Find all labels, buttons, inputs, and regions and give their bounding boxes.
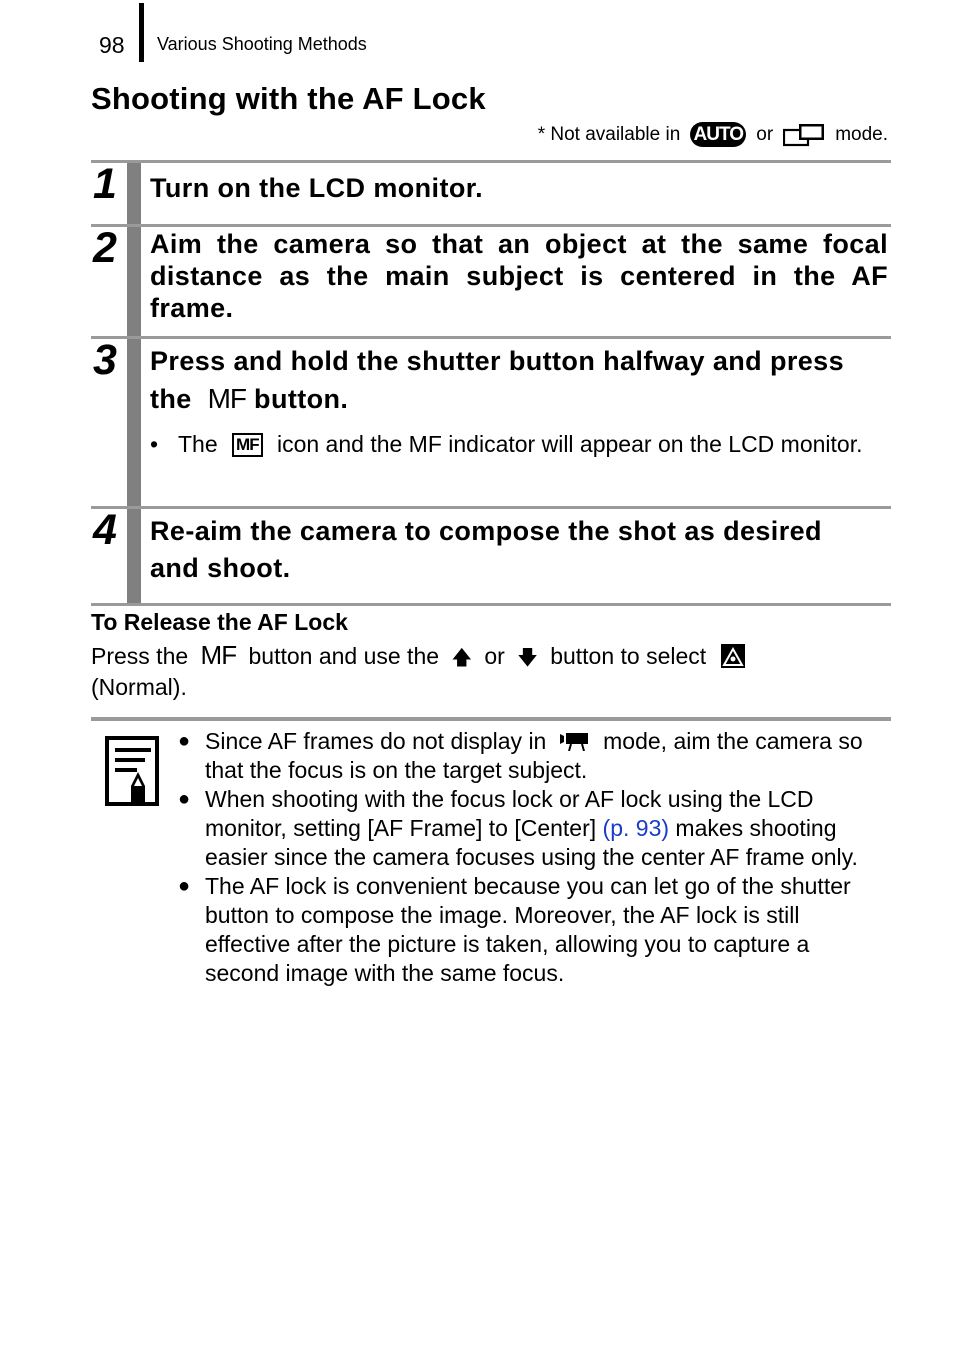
release-heading: To Release the AF Lock — [91, 609, 348, 635]
stitch-assist-icon — [783, 123, 825, 147]
release-text-2: button and use the — [248, 643, 440, 669]
step-3-text — [150, 343, 888, 418]
down-arrow-icon: 🡇 — [517, 647, 538, 669]
note-2-before: When shooting with the focus lock or AF lock using the LCD monitor, setting [AF Frame] to [Center] — [205, 786, 814, 841]
page-title: Shooting with the AF Lock — [91, 81, 486, 116]
list-item — [178, 727, 888, 785]
header-divider — [139, 3, 144, 62]
release-text-4: (Normal). — [91, 674, 187, 700]
release-text-3: button to select — [550, 643, 707, 669]
section-title: Various Shooting Methods — [157, 34, 367, 54]
movie-icon — [559, 729, 591, 749]
note-2-after: makes shooting easier since the camera focuses using the center AF frame only. — [205, 815, 858, 870]
step-3-note-after: icon and the MF indicator will appear on the LCD monitor. — [276, 431, 863, 457]
list-item — [178, 872, 888, 988]
step-divider — [91, 160, 891, 163]
bullet: • — [150, 431, 159, 457]
list-item — [178, 785, 888, 872]
note-3-text: The AF lock is convenient because you can let go of the shutter button to compose the image. Moreover, the AF lock is still effective after the picture is taken, allowing you to capture a second image with the same focus. — [205, 873, 851, 986]
step-divider — [91, 224, 891, 227]
step-2-text: Aim the camera so that an object at the same focal distance as the main subject is centered in the AF frame. — [150, 229, 888, 323]
step-3-text-before: Press and hold the shutter button halfway and press the — [150, 346, 845, 414]
step-bar — [127, 163, 141, 224]
step-3-text-after: button. — [254, 384, 349, 414]
bullet: ● — [178, 875, 191, 897]
step-bar — [127, 227, 141, 336]
step-number-4: 4 — [93, 506, 117, 554]
mf-indicator-icon: MF — [232, 433, 263, 457]
availability-or: or — [756, 123, 774, 145]
release-text-1: Press the — [91, 643, 189, 669]
normal-focus-icon — [721, 644, 745, 668]
availability-suffix: mode. — [835, 123, 888, 145]
step-3-note — [150, 430, 870, 458]
release-or: or — [484, 643, 505, 669]
bullet: ● — [178, 788, 191, 810]
page-number: 98 — [99, 32, 125, 58]
step-1-text: Turn on the LCD monitor. — [150, 173, 484, 203]
steps-bottom-divider — [91, 603, 891, 606]
auto-mode-icon: AUTO — [690, 122, 746, 147]
step-4-text: Re-aim the camera to compose the shot as desired and shoot. — [150, 516, 822, 583]
step-3-note-before: The — [178, 431, 218, 457]
mf-icon: MF — [200, 640, 237, 670]
note-1-before: Since AF frames do not display in — [205, 728, 547, 754]
bullet: ● — [178, 730, 191, 752]
page-link[interactable]: (p. 93) — [602, 815, 670, 841]
step-divider — [91, 506, 891, 509]
availability-prefix: * Not available in — [537, 123, 681, 145]
availability-note — [538, 122, 888, 147]
notes-divider — [91, 717, 891, 721]
memo-icon — [105, 736, 161, 808]
step-number-3: 3 — [93, 336, 117, 384]
release-instructions — [91, 641, 811, 702]
step-bar — [127, 339, 141, 506]
notes-list — [178, 727, 888, 988]
step-number-2: 2 — [93, 224, 117, 272]
note-1-after: mode, aim the camera so that the focus is on the target subject. — [205, 728, 863, 783]
step-bar — [127, 509, 141, 603]
up-arrow-icon: 🡅 — [451, 647, 472, 669]
step-number-1: 1 — [93, 160, 117, 208]
step-divider — [91, 336, 891, 339]
mf-icon: MF — [207, 383, 247, 414]
